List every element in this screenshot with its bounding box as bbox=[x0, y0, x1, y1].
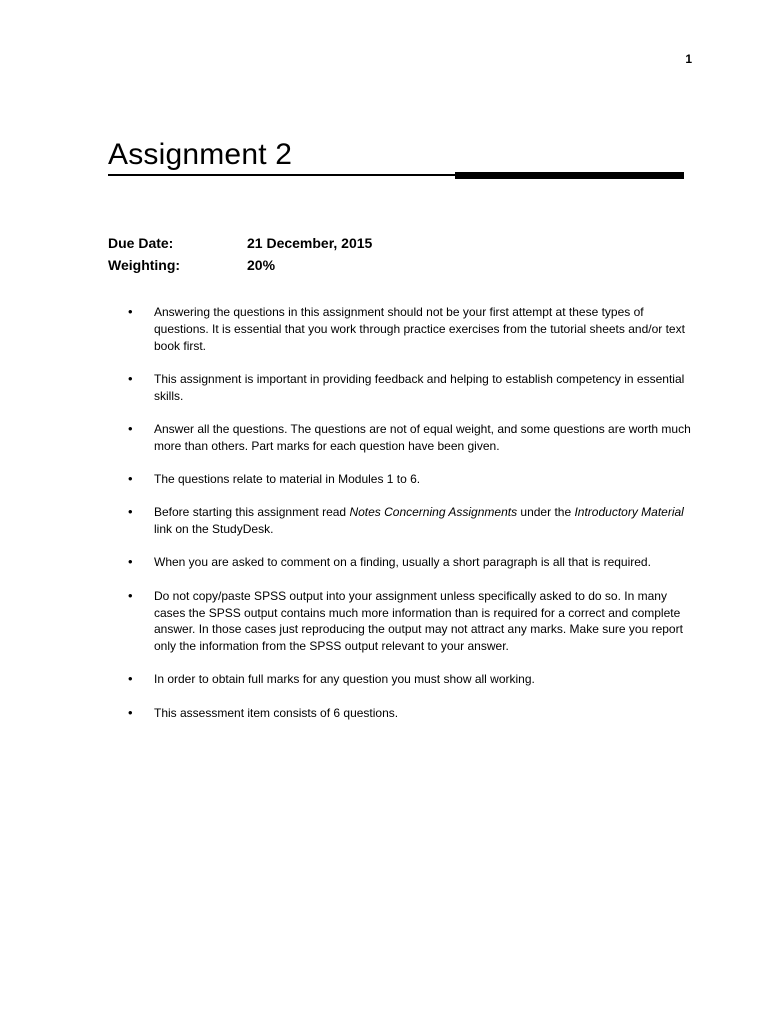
notes-concerning-assignments-ref: Notes Concerning Assignments bbox=[349, 505, 518, 520]
bullet-icon: • bbox=[128, 471, 133, 487]
instruction-text: This assignment is important in providing feedback and helping to establish competency in essential skills. bbox=[154, 371, 685, 403]
instruction-text: When you are asked to comment on a finding, usually a short paragraph is all that is required. bbox=[154, 555, 651, 570]
weighting-row bbox=[108, 254, 372, 276]
instruction-text: Before starting this assignment read Notes Concerning Assignments under the Introductory Material link on the StudyDesk. bbox=[154, 505, 684, 537]
instruction-text: In order to obtain full marks for any question you must show all working. bbox=[154, 672, 535, 687]
assignment-meta bbox=[108, 232, 372, 276]
due-date-row bbox=[108, 232, 372, 254]
title-rule-thin bbox=[108, 174, 456, 176]
bullet-icon: • bbox=[128, 554, 133, 570]
due-date-label: Due Date: bbox=[108, 235, 174, 251]
instruction-item bbox=[128, 588, 694, 655]
weighting-label: Weighting: bbox=[108, 257, 181, 273]
bullet-icon: • bbox=[128, 671, 133, 687]
instruction-item bbox=[128, 705, 694, 722]
instruction-item bbox=[128, 371, 694, 405]
weighting-value: 20% bbox=[247, 257, 276, 273]
bullet-icon: • bbox=[128, 420, 133, 436]
assignment-title: Assignment 2 bbox=[108, 138, 293, 171]
title-rule-thick bbox=[455, 172, 684, 179]
page-number: 1 bbox=[685, 52, 692, 66]
bullet-icon: • bbox=[128, 587, 133, 603]
introductory-material-ref: Introductory Material bbox=[574, 505, 684, 520]
bullet-icon: • bbox=[128, 304, 133, 319]
instruction-text: The questions relate to material in Modules 1 to 6. bbox=[154, 472, 421, 487]
instructions-list bbox=[128, 304, 694, 722]
instruction-item bbox=[128, 304, 694, 354]
instruction-item bbox=[128, 671, 694, 688]
instruction-text: Answer all the questions. The questions are not of equal weight, and some questions are worth much more than others. Part marks for each question have been given. bbox=[154, 421, 691, 453]
bullet-icon: • bbox=[128, 504, 133, 520]
instruction-item bbox=[128, 504, 694, 538]
instruction-item bbox=[128, 471, 694, 488]
instruction-item bbox=[128, 421, 694, 455]
due-date-value: 21 December, 2015 bbox=[247, 235, 373, 251]
instruction-text: Answering the questions in this assignment should not be your first attempt at these types of questions. It is essential that you work through practice exercises from the tutorial sheets and/or text book first. bbox=[154, 305, 685, 353]
instruction-text: Do not copy/paste SPSS output into your assignment unless specifically asked to do so. In many cases the SPSS output contains much more information than is required for a correct and complete answer. In those cases just reproducing the output may not attract any marks. Make sure you report only the information from the SPSS output relevant to your answer. bbox=[154, 588, 683, 654]
bullet-icon: • bbox=[128, 370, 133, 386]
bullet-icon: • bbox=[128, 704, 133, 720]
instruction-text: This assessment item consists of 6 questions. bbox=[154, 705, 399, 720]
instruction-item bbox=[128, 554, 694, 571]
